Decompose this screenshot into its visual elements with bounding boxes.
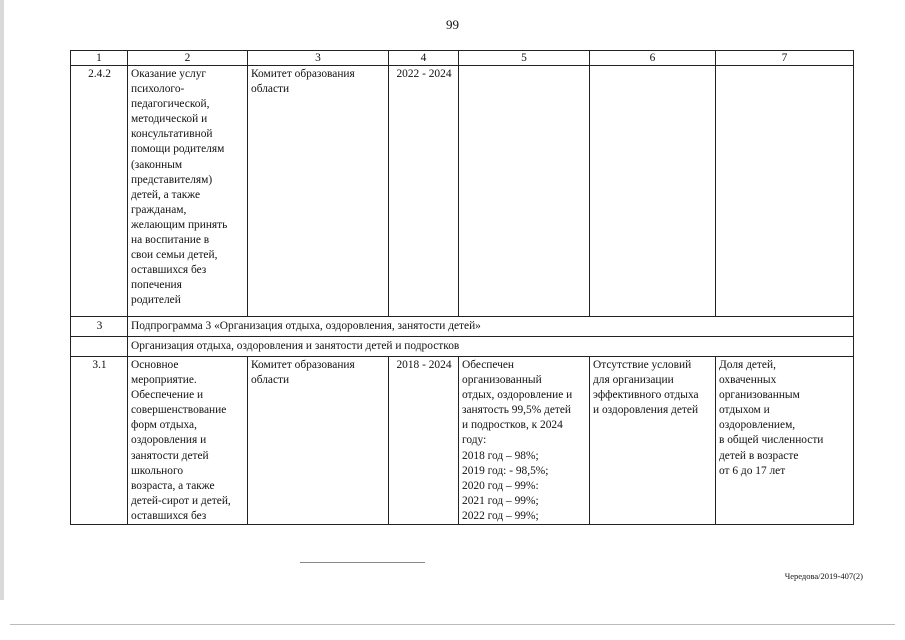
table-header-row	[71, 51, 854, 66]
column-header: 2	[128, 51, 248, 66]
page-number: 99	[446, 17, 459, 32]
period: 2018 - 2024	[389, 357, 459, 525]
expected-result	[459, 66, 590, 317]
column-header: 1	[71, 51, 128, 66]
row-number: 2.4.2	[71, 66, 128, 317]
table-row	[71, 357, 854, 525]
executor: Комитет образования области	[248, 357, 389, 525]
subprogram-title: Подпрограмма 3 «Организация отдыха, оздоровления, занятости детей»	[128, 317, 854, 337]
consequences	[590, 66, 716, 317]
scan-artifact-line	[300, 562, 425, 563]
measure-name: Оказание услуг психолого- педагогической, методической и консультативной помощи родителям (законным представителям) детей, а также гражданам, желающим принять на воспитание в свои семьи детей, оставшихся без попечения родителей	[128, 66, 248, 317]
row-number: 3	[71, 317, 128, 337]
indicator: Доля детей, охваченных организованным отдыхом и оздоровлением, в общей численности детей в возрасте от 6 до 17 лет	[716, 357, 854, 525]
column-header: 5	[459, 51, 590, 66]
indicator	[716, 66, 854, 317]
period: 2022 - 2024	[389, 66, 459, 317]
section-row	[71, 337, 854, 357]
column-header: 3	[248, 51, 389, 66]
empty-cell	[71, 337, 128, 357]
measure-name: Основное мероприятие. Обеспечение и совершенствование форм отдыха, оздоровления и занятости детей школьного возраста, а также детей-сирот и детей, оставшихся без	[128, 357, 248, 525]
scan-edge	[0, 0, 4, 600]
scan-artifact-line	[10, 624, 895, 625]
footer-code: Чередова/2019-407(2)	[784, 571, 863, 581]
program-table	[70, 50, 854, 525]
subprogram-row	[71, 317, 854, 337]
expected-result: Обеспечен организованный отдых, оздоровление и занятость 99,5% детей и подростков, к 2024 году: 2018 год – 98%; 2019 год: - 98,5%; 2020 год – 99%: 2021 год – 99%; 2022 год – 99%;	[459, 357, 590, 525]
table-row	[71, 66, 854, 317]
column-header: 7	[716, 51, 854, 66]
row-number: 3.1	[71, 357, 128, 525]
section-title: Организация отдыха, оздоровления и занятости детей и подростков	[128, 337, 854, 357]
consequences: Отсутствие условий для организации эффективного отдыха и оздоровления детей	[590, 357, 716, 525]
column-header: 6	[590, 51, 716, 66]
executor: Комитет образования области	[248, 66, 389, 317]
column-header: 4	[389, 51, 459, 66]
